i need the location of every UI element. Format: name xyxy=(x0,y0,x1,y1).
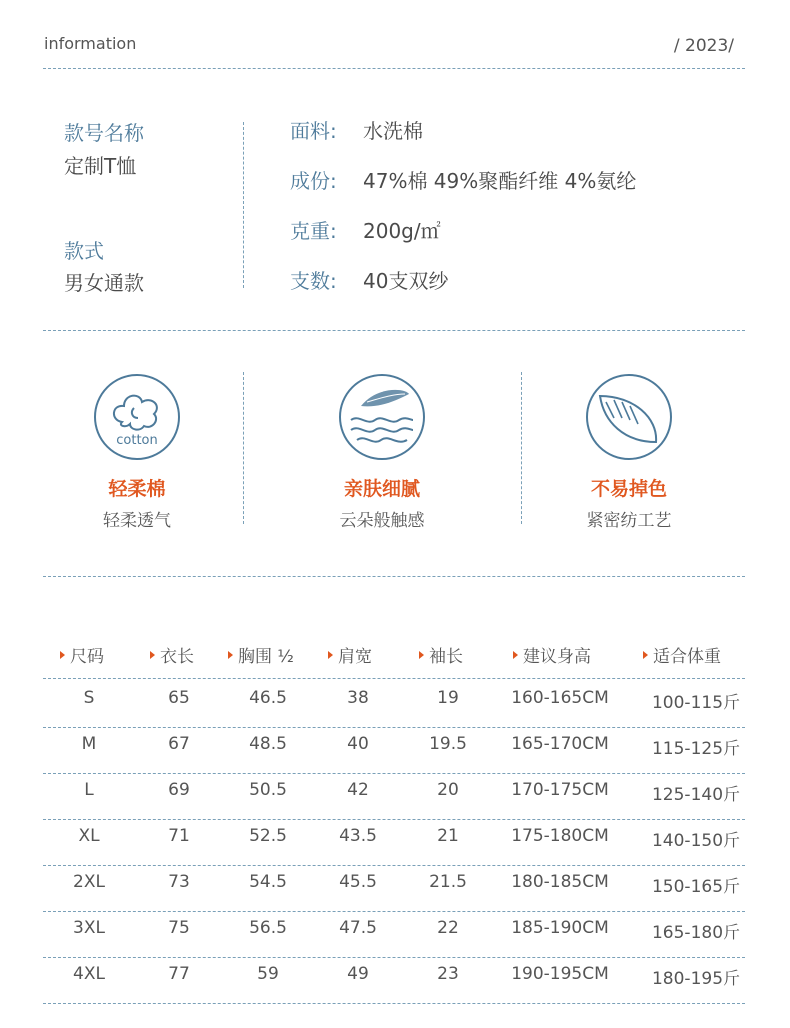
table-cell: 19.5 xyxy=(429,734,467,754)
table-row xyxy=(43,865,745,911)
table-cell: 160-165CM xyxy=(511,688,609,708)
table-cell: 46.5 xyxy=(249,688,287,708)
table-row xyxy=(43,681,745,727)
feature-divider-1 xyxy=(243,372,244,524)
table-cell: 175-180CM xyxy=(511,826,609,846)
table-cell: 52.5 xyxy=(249,826,287,846)
style-name-value: 定制T恤 xyxy=(64,154,137,178)
feature-sub-cloud-touch: 云朵般触感 xyxy=(339,511,425,531)
table-row xyxy=(43,727,745,773)
table-cell: 75 xyxy=(168,918,190,938)
table-header-divider xyxy=(43,678,745,679)
bullet-icon xyxy=(328,651,333,659)
header-shoulder: 肩宽 xyxy=(328,642,372,667)
cotton-icon xyxy=(92,372,182,462)
fabric-value: 水洗棉 xyxy=(363,119,423,143)
table-cell: 190-195CM xyxy=(511,964,609,984)
bullet-icon xyxy=(228,651,233,659)
divider-features xyxy=(43,576,745,577)
table-cell: 20 xyxy=(437,780,459,800)
feature-sub-breathable: 轻柔透气 xyxy=(103,511,171,531)
table-row xyxy=(43,957,745,1003)
feature-title-colorfast: 不易掉色 xyxy=(590,478,667,500)
table-cell: 23 xyxy=(437,964,459,984)
table-cell: 73 xyxy=(168,872,190,892)
bullet-icon xyxy=(60,651,65,659)
divider-specs xyxy=(43,330,745,331)
cotton-icon-text: cotton xyxy=(116,433,158,448)
table-cell: 4XL xyxy=(73,964,105,984)
table-cell: 59 xyxy=(257,964,279,984)
feature-sub-compact-spinning: 紧密纺工艺 xyxy=(586,511,672,531)
table-cell: 150-165斤 xyxy=(651,877,741,897)
table-cell: 77 xyxy=(168,964,190,984)
table-cell: S xyxy=(83,688,95,708)
yarn-count-value: 40支双纱 xyxy=(363,269,449,293)
table-cell: 22 xyxy=(437,918,459,938)
style-name-label: 款号名称 xyxy=(64,121,144,145)
table-cell: 71 xyxy=(168,826,190,846)
bullet-icon xyxy=(643,651,648,659)
feather-icon xyxy=(337,372,427,462)
table-row xyxy=(43,819,745,865)
header-length: 衣长 xyxy=(150,642,194,667)
table-cell: 50.5 xyxy=(249,780,287,800)
table-cell: 21 xyxy=(437,826,459,846)
table-cell: 69 xyxy=(168,780,190,800)
table-cell: 2XL xyxy=(73,872,105,892)
table-cell: 140-150斤 xyxy=(651,831,741,851)
style-value: 男女通款 xyxy=(64,271,144,295)
table-cell: 47.5 xyxy=(339,918,377,938)
specs-vertical-divider xyxy=(243,122,244,288)
table-cell: 56.5 xyxy=(249,918,287,938)
bullet-icon xyxy=(513,651,518,659)
header-chest: 胸围 ½ xyxy=(228,642,294,667)
table-cell: M xyxy=(81,734,97,754)
table-cell: 21.5 xyxy=(429,872,467,892)
header-height: 建议身高 xyxy=(513,642,591,667)
weight-value: 200g/㎡ xyxy=(363,219,441,243)
bullet-icon xyxy=(150,651,155,659)
composition-value: 47%棉 49%聚酯纤维 4%氨纶 xyxy=(363,169,637,193)
header-size: 尺码 xyxy=(60,642,104,667)
table-cell: 40 xyxy=(347,734,369,754)
table-cell: 115-125斤 xyxy=(651,739,741,759)
fabric-label: 面料: xyxy=(290,119,337,143)
table-cell: 170-175CM xyxy=(511,780,609,800)
header-sleeve: 袖长 xyxy=(419,642,463,667)
table-cell: 19 xyxy=(437,688,459,708)
header-year: / 2023/ xyxy=(673,36,734,56)
table-cell: 38 xyxy=(347,688,369,708)
table-cell: 3XL xyxy=(73,918,105,938)
table-row xyxy=(43,773,745,819)
bullet-icon xyxy=(419,651,424,659)
feature-divider-2 xyxy=(521,372,522,524)
table-cell: 67 xyxy=(168,734,190,754)
weight-label: 克重: xyxy=(290,219,337,243)
feature-title-skin-friendly: 亲肤细腻 xyxy=(343,478,420,500)
table-row-divider xyxy=(43,1003,745,1004)
style-label: 款式 xyxy=(64,239,104,263)
table-cell: 165-170CM xyxy=(511,734,609,754)
feature-title-soft-cotton: 轻柔棉 xyxy=(108,478,166,500)
header-info-label: information xyxy=(44,34,137,53)
table-cell: 42 xyxy=(347,780,369,800)
table-cell: 125-140斤 xyxy=(651,785,741,805)
yarn-count-label: 支数: xyxy=(290,269,337,293)
table-cell: 100-115斤 xyxy=(651,693,741,713)
composition-label: 成份: xyxy=(290,169,337,193)
table-cell: 54.5 xyxy=(249,872,287,892)
table-cell: 65 xyxy=(168,688,190,708)
header-weight: 适合体重 xyxy=(643,642,721,667)
table-cell: 185-190CM xyxy=(511,918,609,938)
leaf-icon xyxy=(584,372,674,462)
table-cell: 165-180斤 xyxy=(651,923,741,943)
table-cell: 180-195斤 xyxy=(651,969,741,989)
table-cell: 48.5 xyxy=(249,734,287,754)
table-cell: 49 xyxy=(347,964,369,984)
table-cell: 43.5 xyxy=(339,826,377,846)
table-row xyxy=(43,911,745,957)
divider-top xyxy=(43,68,745,69)
table-cell: XL xyxy=(78,826,100,846)
table-cell: L xyxy=(84,780,94,800)
table-cell: 180-185CM xyxy=(511,872,609,892)
table-cell: 45.5 xyxy=(339,872,377,892)
